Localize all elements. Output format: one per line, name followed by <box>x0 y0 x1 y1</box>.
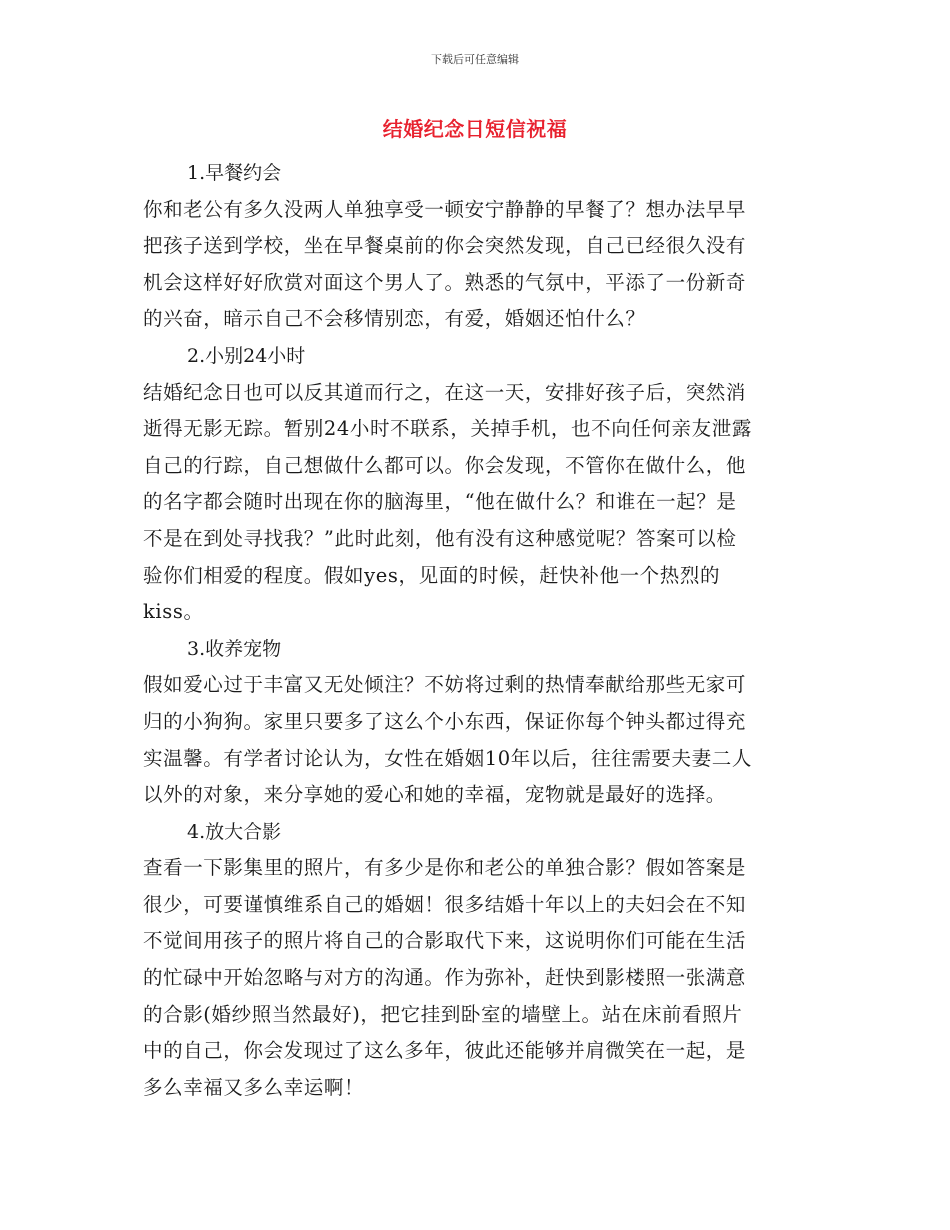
section-adopt-pet <box>143 631 808 814</box>
paragraph-line: 验你们相爱的程度。假如yes，见面的时候，赶快补他一个热烈的 <box>143 563 721 587</box>
paragraph-line: 归的小狗狗。家里只要多了这么个小东西，保证你每个钟头都过得充 <box>143 709 747 733</box>
section-enlarge-photo <box>143 814 808 1107</box>
paragraph-line: 的合影(婚纱照当然最好)，把它挂到卧室的墙壁上。站在床前看照片 <box>143 1002 743 1026</box>
paragraph-line: 逝得无影无踪。暂别24小时不联系，关掉手机，也不向任何亲友泄露 <box>143 417 752 441</box>
page-header-note: 下载后可任意编辑 <box>431 53 519 66</box>
section-heading: 1.早餐约会 <box>187 162 282 184</box>
paragraph-line: 结婚纪念日也可以反其道而行之，在这一天，安排好孩子后，突然消 <box>143 380 747 404</box>
section-heading: 2.小别24小时 <box>187 344 306 367</box>
paragraph-line: 的兴奋，暗示自己不会移情别恋，有爱，婚姻还怕什么？ <box>143 307 646 331</box>
paragraph-line: 很少，可要谨慎维系自己的婚姻！很多结婚十年以上的夫妇会在不知 <box>143 892 747 916</box>
paragraph-line: 假如爱心过于丰富又无处倾注？不妨将过剩的热情奉献给那些无家可 <box>143 673 747 697</box>
paragraph-line: 实温馨。有学者讨论认为，女性在婚姻10年以后，往往需要夫妻二人 <box>143 746 752 770</box>
paragraph-line: kiss。 <box>143 600 204 624</box>
paragraph-line: 查看一下影集里的照片，有多少是你和老公的单独合影？假如答案是 <box>143 856 747 880</box>
document-body <box>143 155 808 1106</box>
section-breakfast-date <box>143 155 808 338</box>
paragraph-line: 你和老公有多久没两人单独享受一顿安宁静静的早餐了？想办法早早 <box>143 197 747 221</box>
section-heading: 3.收养宠物 <box>187 637 282 660</box>
paragraph-line: 多么幸福又多么幸运啊！ <box>143 1075 365 1099</box>
paragraph-line: 把孩子送到学校，坐在早餐桌前的你会突然发现，自己已经很久没有 <box>143 234 747 258</box>
paragraph-line: 的忙碌中开始忽略与对方的沟通。作为弥补，赶快到影楼照一张满意 <box>143 966 747 990</box>
paragraph-line: 中的自己，你会发现过了这么多年，彼此还能够并肩微笑在一起，是 <box>143 1039 747 1063</box>
paragraph-line: 不是在到处寻找我？”此时此刻，他有没有这种感觉呢？答案可以检 <box>143 526 737 550</box>
paragraph-line: 不觉间用孩子的照片将自己的合影取代下来，这说明你们可能在生活 <box>143 929 747 953</box>
paragraph-line: 的名字都会随时出现在你的脑海里，“他在做什么？和谁在一起？是 <box>143 490 737 514</box>
paragraph-line: 机会这样好好欣赏对面这个男人了。熟悉的气氛中，平添了一份新奇 <box>143 270 747 294</box>
section-heading: 4.放大合影 <box>187 820 282 843</box>
paragraph-line: 以外的对象，来分享她的爱心和她的幸福，宠物就是最好的选择。 <box>143 783 726 807</box>
section-24-hours-apart <box>143 338 808 631</box>
document-title: 结婚纪念日短信祝福 <box>382 117 568 141</box>
paragraph-line: 自己的行踪，自己想做什么都可以。你会发现，不管你在做什么，他 <box>143 453 747 477</box>
